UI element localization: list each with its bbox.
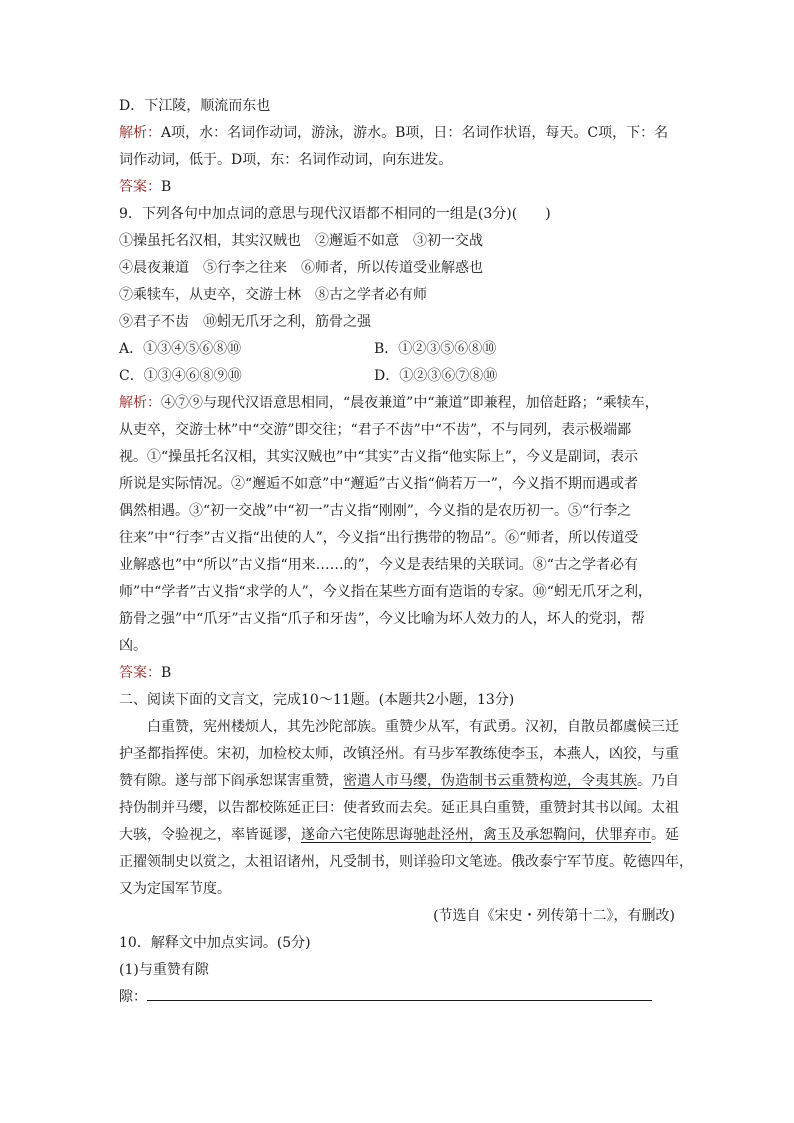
analysis-label: 解析： (119, 125, 161, 141)
q9-item-line: ⑨君子不齿 ⑩蚓无爪牙之利，筋骨之强 (119, 314, 371, 330)
q8-analysis-line-2: 词作动词，低于。D项，东：名词作动词，向东进发。 (119, 152, 453, 168)
q9-option-b: B．①②③⑤⑥⑧⑩ (374, 341, 497, 357)
q10-sub-question: (1)与重赞有隙 (119, 962, 209, 978)
q9-stem: 9．下列各句中加点词的意思与现代汉语都不相同的一组是(3分)( ) (119, 206, 551, 222)
q10-answer-line (119, 988, 652, 1006)
passage-line (119, 772, 679, 790)
q9-analysis-line: 往来”中“行李”古义指“出使的人”，今义指“出行携带的物品”。⑥“师者，所以传道受 (119, 530, 639, 546)
q9-analysis-line: 筋骨之强”中“爪牙”古义指“爪子和牙齿”，今义比喻为坏人效力的人，坏人的党羽，帮 (119, 611, 645, 627)
q10-answer-label: 隙： (119, 989, 147, 1005)
passage-line: 又为定国军节度。 (119, 881, 231, 897)
q9-option-a: A．①③④⑤⑥⑧⑩ (119, 341, 242, 357)
q9-analysis-line: 所说是实际情况。②“邂逅不如意”中“邂逅”古义指“倘若万一”，今义指不期而遇或者 (119, 476, 638, 492)
q8-option-d: D．下江陵，顺流而东也 (119, 98, 271, 114)
q9-option-d: D．①②③⑥⑦⑧⑩ (374, 368, 498, 384)
q8-analysis-line-1 (119, 124, 668, 142)
passage-text: 。乃自 (637, 773, 679, 789)
q10-stem: 10．解释文中加点实词。(5分) (119, 935, 311, 951)
q9-answer (119, 664, 171, 682)
q9-analysis-line: 偶然相遇。③“初一交战”中“初一”古义指“刚刚”，今义指的是农历初一。⑤“行李之 (119, 503, 632, 519)
answer-value: B (161, 179, 172, 195)
passage-line: 持伪制并马缨，以告都校陈延正曰：使者致而去矣。延正具白重赞，重赞封其书以闻。太祖 (119, 800, 679, 816)
q9-option-row-2 (119, 367, 242, 385)
passage-text: 赞有隙。遂与部下阎承恕谋害重赞， (119, 773, 343, 789)
passage-line: 护圣都指挥使。宋初，加检校太师，改镇泾州。有马步军教练使李玉，本燕人，凶狡，与重 (119, 746, 679, 762)
analysis-label: 解析： (119, 395, 161, 411)
answer-label: 答案： (119, 179, 161, 195)
q9-option-row-1 (119, 340, 241, 358)
q9-item-line: ⑦乘犊车，从吏卒，交游士林 ⑧古之学者必有师 (119, 287, 427, 303)
q9-option-c: C．①③④⑥⑧⑨⑩ (119, 368, 242, 384)
section-heading: 二、阅读下面的文言文，完成10～11题。(本题共2小题，13分) (119, 692, 515, 708)
q9-item-line: ④晨夜兼道 ⑤行李之往来 ⑥师者，所以传道受业解惑也 (119, 260, 483, 276)
underlined-sentence: 密遣人市马缨，伪造制书云重赞构逆，令夷其族 (343, 773, 637, 789)
passage-source: (节选自《宋史・列传第十二》，有删改) (433, 908, 675, 924)
q9-analysis-line: 师”中“学者”古义指“求学的人”，今义指在某些方面有造诣的专家。⑩“蚓无爪牙之利， (119, 584, 652, 600)
q9-analysis-line (119, 394, 659, 412)
q9-analysis-line: 业解惑也”中“所以”古义指“用来……的”，今义是表结果的关联词。⑧“古之学者必有 (119, 557, 638, 573)
answer-value: B (161, 665, 172, 681)
q8-analysis-text-1: A项，水：名词作动词，游泳，游水。B项，日：名词作状语，每天。C项，下：名 (161, 125, 669, 141)
passage-text: 。延 (651, 827, 679, 843)
underlined-sentence: 遂命六宅使陈思诲驰赴泾州，禽玉及承恕鞫问，伏罪弃市 (301, 827, 651, 843)
passage-line: 正擢领制史以赏之，太祖诏诸州，凡受制书，则详验印文笔迹。俄改泰宁军节度。乾德四年， (119, 854, 693, 870)
q9-analysis-line: 视。①“操虽托名汉相，其实汉贼也”中“其实”古义指“他实际上”，今义是副词，表示 (119, 449, 638, 465)
q8-answer (119, 178, 171, 196)
q9-analysis-text: ④⑦⑨与现代汉语意思相同，“晨夜兼道”中“兼道”即兼程，加倍赶路；“乘犊车， (161, 395, 659, 411)
q9-analysis-line: 凶。 (119, 638, 147, 654)
answer-blank[interactable] (147, 988, 652, 1001)
answer-label: 答案： (119, 665, 161, 681)
passage-line (119, 826, 679, 844)
q9-analysis-line: 从吏卒，交游士林”中“交游”即交往；“君子不齿”中“不齿”，不与同列，表示极端鄙 (119, 422, 632, 438)
passage-line: 白重赞，宪州楼烦人，其先沙陀部族。重赞少从军，有武勇。汉初，自散员都虞候三迁 (147, 719, 679, 735)
q9-item-line: ①操虽托名汉相，其实汉贼也 ②邂逅不如意 ③初一交战 (119, 233, 483, 249)
passage-text: 大骇，令验视之，率皆诞谬， (119, 827, 301, 843)
